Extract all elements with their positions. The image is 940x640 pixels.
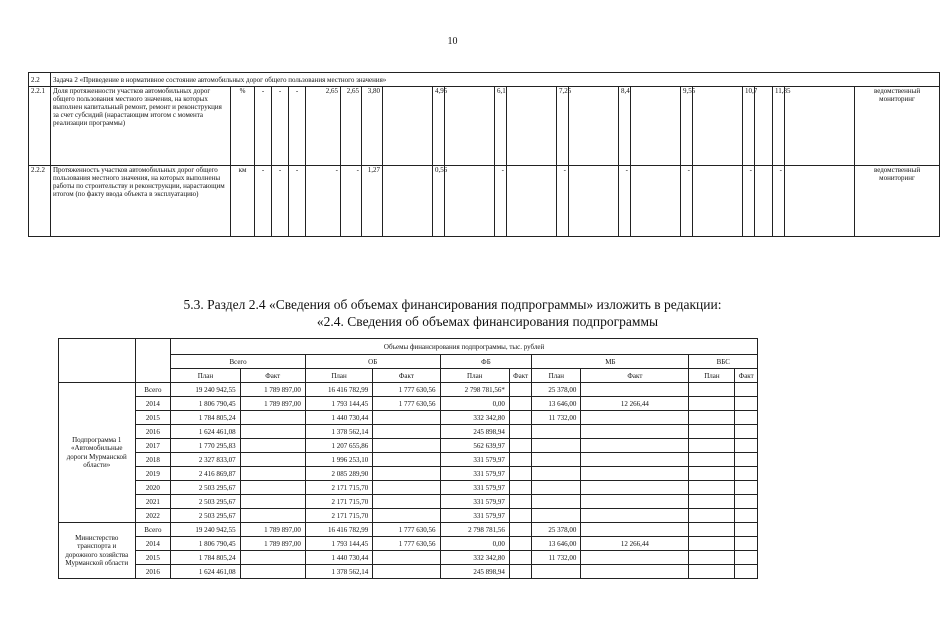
indicator-value: - [255, 166, 272, 237]
amount-cell [735, 537, 758, 551]
indicator-value: - [743, 166, 755, 237]
amount-cell [735, 411, 758, 425]
amount-cell: 331 579,97 [440, 509, 509, 523]
amount-cell [735, 509, 758, 523]
amount-cell [509, 495, 531, 509]
amount-cell: 331 579,97 [440, 453, 509, 467]
indicator-value: - [681, 166, 693, 237]
amount-cell [509, 551, 531, 565]
header-blank [59, 339, 136, 383]
table-row [29, 87, 940, 166]
amount-cell: 0,00 [440, 397, 509, 411]
group-header: ВБС [689, 355, 758, 369]
amount-cell [240, 565, 305, 579]
plan-header: План [171, 369, 240, 383]
indicator-value: - [289, 166, 306, 237]
amount-cell [735, 551, 758, 565]
amount-cell: 2 171 715,70 [305, 509, 372, 523]
amount-cell [735, 495, 758, 509]
group-header: ФБ [440, 355, 532, 369]
indicator-value: 0,56 [433, 166, 445, 237]
program-label: Подпрограмма 1 «Автомобильные дороги Мурманской области» [59, 383, 136, 523]
finance-table [58, 338, 758, 579]
year-cell: 2016 [135, 425, 171, 439]
amount-cell [509, 453, 531, 467]
amount-cell [532, 495, 581, 509]
indicator-value [569, 166, 619, 237]
amount-cell [240, 439, 305, 453]
amount-cell: 245 898,94 [440, 565, 509, 579]
amount-cell [689, 397, 735, 411]
amount-cell [735, 439, 758, 453]
indicator-unit: % [231, 87, 255, 166]
indicator-name: Доля протяженности участков автомобильных дорог общего пользования местного значения, на которых выполнен капитальный ремонт, ремонт и реконструкция за счет субсидий (нарастающим итогом с момента реализации программы) [51, 87, 231, 166]
amount-cell: 2 798 781,56 [440, 523, 509, 537]
amount-cell [735, 383, 758, 397]
amount-cell [373, 467, 440, 481]
indicator-value: 7,25 [557, 87, 569, 166]
amount-cell: 1 789 897,00 [240, 523, 305, 537]
table-row [59, 551, 758, 565]
amount-cell [689, 509, 735, 523]
indicator-value: - [557, 166, 569, 237]
indicator-value: 4,95 [433, 87, 445, 166]
amount-cell [532, 481, 581, 495]
amount-cell [689, 551, 735, 565]
amount-cell [373, 453, 440, 467]
indicator-value [755, 166, 773, 237]
amount-cell [735, 467, 758, 481]
table-row [59, 411, 758, 425]
year-cell: 2014 [135, 537, 171, 551]
indicator-value: - [289, 87, 306, 166]
amount-cell: 1 806 790,45 [171, 397, 240, 411]
indicators-table [28, 72, 940, 237]
amount-cell: 11 732,00 [532, 551, 581, 565]
year-cell: 2015 [135, 411, 171, 425]
indicator-value: 2,65 [341, 87, 362, 166]
amount-cell [240, 509, 305, 523]
finance-top-header: Объемы финансирования подпрограммы, тыс. рублей [171, 339, 758, 355]
indicator-value: 1,27 [362, 166, 383, 237]
table-row [59, 425, 758, 439]
amount-cell [509, 565, 531, 579]
amount-cell: 1 789 897,00 [240, 397, 305, 411]
fact-header: Факт [373, 369, 440, 383]
indicator-value: 3,80 [362, 87, 383, 166]
indicator-unit: км [231, 166, 255, 237]
amount-cell [581, 509, 689, 523]
amount-cell [373, 551, 440, 565]
amount-cell [532, 565, 581, 579]
amount-cell [509, 439, 531, 453]
plan-header: План [440, 369, 509, 383]
amount-cell: 0,00 [440, 537, 509, 551]
group-header: ОБ [305, 355, 440, 369]
amount-cell [240, 551, 305, 565]
indicator-value [631, 87, 681, 166]
section-code: 2.2 [29, 73, 51, 87]
amount-cell: 19 240 942,55 [171, 523, 240, 537]
amount-cell [689, 439, 735, 453]
amount-cell: 1 793 144,45 [305, 537, 372, 551]
amount-cell: 1 806 790,45 [171, 537, 240, 551]
amount-cell: 12 266,44 [581, 537, 689, 551]
indicator-code: 2.2.1 [29, 87, 51, 166]
amount-cell: 1 770 295,83 [171, 439, 240, 453]
amount-cell [689, 467, 735, 481]
amount-cell: 2 171 715,70 [305, 495, 372, 509]
fact-header: Факт [735, 369, 758, 383]
amount-cell: 1 784 805,24 [171, 551, 240, 565]
amount-cell [689, 495, 735, 509]
plan-header: План [532, 369, 581, 383]
amount-cell [581, 495, 689, 509]
amount-cell [240, 467, 305, 481]
year-cell: 2018 [135, 453, 171, 467]
amount-cell [509, 383, 531, 397]
amount-cell: 2 327 833,07 [171, 453, 240, 467]
amount-cell [532, 453, 581, 467]
amount-cell: 2 503 295,67 [171, 481, 240, 495]
amount-cell [240, 453, 305, 467]
amount-cell [509, 425, 531, 439]
amount-cell: 12 266,44 [581, 397, 689, 411]
amount-cell: 1 789 897,00 [240, 383, 305, 397]
amount-cell: 1 207 655,86 [305, 439, 372, 453]
year-cell: 2014 [135, 397, 171, 411]
indicator-value [507, 166, 557, 237]
amount-cell: 2 171 715,70 [305, 481, 372, 495]
year-cell: 2020 [135, 481, 171, 495]
year-cell: 2017 [135, 439, 171, 453]
amount-cell: 13 646,00 [532, 537, 581, 551]
amount-cell [509, 537, 531, 551]
amount-cell [373, 481, 440, 495]
indicator-value [755, 87, 773, 166]
amount-cell [581, 439, 689, 453]
amount-cell [581, 551, 689, 565]
amount-cell [581, 481, 689, 495]
indicator-value: - [272, 87, 289, 166]
program-label: Министерство транспорта и дорожного хозяйства Мурманской области [59, 523, 136, 579]
table-row [29, 166, 940, 237]
amount-cell [509, 411, 531, 425]
indicator-value: - [341, 166, 362, 237]
year-cell: Всего [135, 383, 171, 397]
indicator-value [785, 87, 855, 166]
amount-cell: 1 624 461,08 [171, 425, 240, 439]
amount-cell: 1 624 461,08 [171, 565, 240, 579]
amount-cell [581, 425, 689, 439]
amount-cell [735, 425, 758, 439]
amount-cell: 25 378,00 [532, 383, 581, 397]
table-row [59, 565, 758, 579]
section-heading: 5.3. Раздел 2.4 «Сведения об объемах финансирования подпрограммы» изложить в редакции: [183, 297, 722, 312]
section-title: Задача 2 «Приведение в нормативное состояние автомобильных дорог общего пользования местного значения» [51, 73, 940, 87]
amount-cell: 1 789 897,00 [240, 537, 305, 551]
amount-cell: 2 798 781,56* [440, 383, 509, 397]
amount-cell [581, 383, 689, 397]
amount-cell [735, 397, 758, 411]
year-cell: 2016 [135, 565, 171, 579]
amount-cell: 1 440 730,44 [305, 411, 372, 425]
indicator-value [383, 87, 433, 166]
fact-header: Факт [240, 369, 305, 383]
indicator-value [383, 166, 433, 237]
amount-cell [689, 453, 735, 467]
fact-header: Факт [581, 369, 689, 383]
indicator-value [693, 166, 743, 237]
amount-cell [689, 411, 735, 425]
indicator-value: - [773, 166, 785, 237]
amount-cell [532, 425, 581, 439]
amount-cell: 1 784 805,24 [171, 411, 240, 425]
amount-cell [689, 565, 735, 579]
indicator-value [631, 166, 681, 237]
amount-cell: 331 579,97 [440, 481, 509, 495]
indicator-value: - [272, 166, 289, 237]
amount-cell [689, 481, 735, 495]
amount-cell [240, 411, 305, 425]
amount-cell: 562 639,97 [440, 439, 509, 453]
year-cell: 2022 [135, 509, 171, 523]
amount-cell: 1 777 630,56 [373, 383, 440, 397]
group-header: Всего [171, 355, 306, 369]
table-row [59, 383, 758, 397]
amount-cell: 245 898,94 [440, 425, 509, 439]
year-cell: 2019 [135, 467, 171, 481]
indicator-value: 9,55 [681, 87, 693, 166]
amount-cell: 1 378 562,14 [305, 425, 372, 439]
amount-cell [509, 509, 531, 523]
table-row [59, 439, 758, 453]
plan-header: План [689, 369, 735, 383]
amount-cell: 332 342,80 [440, 411, 509, 425]
indicator-value: - [495, 166, 507, 237]
indicator-method: ведомственный мониторинг [855, 166, 940, 237]
plan-header: План [305, 369, 372, 383]
indicator-value [569, 87, 619, 166]
amount-cell [581, 453, 689, 467]
table-row [59, 467, 758, 481]
indicator-value: - [306, 166, 341, 237]
amount-cell [735, 523, 758, 537]
indicator-value [445, 166, 495, 237]
amount-cell: 2 416 869,87 [171, 467, 240, 481]
amount-cell [689, 537, 735, 551]
amount-cell: 2 503 295,67 [171, 509, 240, 523]
amount-cell [689, 383, 735, 397]
amount-cell [373, 495, 440, 509]
amount-cell: 2 085 289,90 [305, 467, 372, 481]
indicator-name: Протяженность участков автомобильных дорог общего пользования местного значения, на которых выполнены работы по строительству и реконструкции, нарастающим итогом (по факту ввода объекта в эксплуатацию) [51, 166, 231, 237]
indicator-value: - [619, 166, 631, 237]
amount-cell: 331 579,97 [440, 495, 509, 509]
amount-cell [581, 523, 689, 537]
amount-cell: 1 777 630,56 [373, 523, 440, 537]
amount-cell [532, 439, 581, 453]
indicator-value: 10,7 [743, 87, 755, 166]
indicator-value: 2,65 [306, 87, 341, 166]
group-header: МБ [532, 355, 689, 369]
fact-header: Факт [509, 369, 531, 383]
amount-cell [581, 565, 689, 579]
amount-cell: 25 378,00 [532, 523, 581, 537]
indicator-value [507, 87, 557, 166]
amount-cell [532, 467, 581, 481]
indicator-value [445, 87, 495, 166]
indicator-value [785, 166, 855, 237]
amount-cell [689, 523, 735, 537]
amount-cell [373, 509, 440, 523]
amount-cell [581, 411, 689, 425]
amount-cell [735, 481, 758, 495]
indicator-method: ведомственный мониторинг [855, 87, 940, 166]
amount-cell: 2 503 295,67 [171, 495, 240, 509]
amount-cell: 1 378 562,14 [305, 565, 372, 579]
year-cell: Всего [135, 523, 171, 537]
year-cell: 2021 [135, 495, 171, 509]
amount-cell: 16 416 782,99 [305, 383, 372, 397]
table-row [59, 509, 758, 523]
amount-cell: 332 342,80 [440, 551, 509, 565]
amount-cell [373, 565, 440, 579]
amount-cell [735, 453, 758, 467]
amount-cell: 11 732,00 [532, 411, 581, 425]
table-row [59, 397, 758, 411]
amount-cell [240, 481, 305, 495]
amount-cell: 1 440 730,44 [305, 551, 372, 565]
header-blank [135, 339, 171, 383]
amount-cell [532, 509, 581, 523]
amount-cell [373, 411, 440, 425]
amount-cell [373, 439, 440, 453]
amount-cell [509, 397, 531, 411]
indicator-code: 2.2.2 [29, 166, 51, 237]
amount-cell [240, 425, 305, 439]
amount-cell: 331 579,97 [440, 467, 509, 481]
subsection-heading: «2.4. Сведения об объемах финансирования подпрограммы [316, 314, 659, 329]
amount-cell: 19 240 942,55 [171, 383, 240, 397]
indicator-value: - [255, 87, 272, 166]
amount-cell [373, 425, 440, 439]
table-row [59, 537, 758, 551]
indicator-value: 11,85 [773, 87, 785, 166]
amount-cell [689, 425, 735, 439]
page-number: 10 [447, 36, 458, 47]
amount-cell: 1 777 630,56 [373, 397, 440, 411]
table-row [59, 453, 758, 467]
indicator-value: 6,1 [495, 87, 507, 166]
year-cell: 2015 [135, 551, 171, 565]
amount-cell: 1 996 253,10 [305, 453, 372, 467]
indicator-value [693, 87, 743, 166]
amount-cell [509, 523, 531, 537]
amount-cell: 1 793 144,45 [305, 397, 372, 411]
amount-cell: 16 416 782,99 [305, 523, 372, 537]
table-row [59, 523, 758, 537]
amount-cell [240, 495, 305, 509]
amount-cell [581, 467, 689, 481]
indicator-value: 8,4 [619, 87, 631, 166]
amount-cell: 13 646,00 [532, 397, 581, 411]
amount-cell: 1 777 630,56 [373, 537, 440, 551]
amount-cell [735, 565, 758, 579]
table-row [59, 481, 758, 495]
amount-cell [509, 481, 531, 495]
table-row [59, 495, 758, 509]
amount-cell [509, 467, 531, 481]
